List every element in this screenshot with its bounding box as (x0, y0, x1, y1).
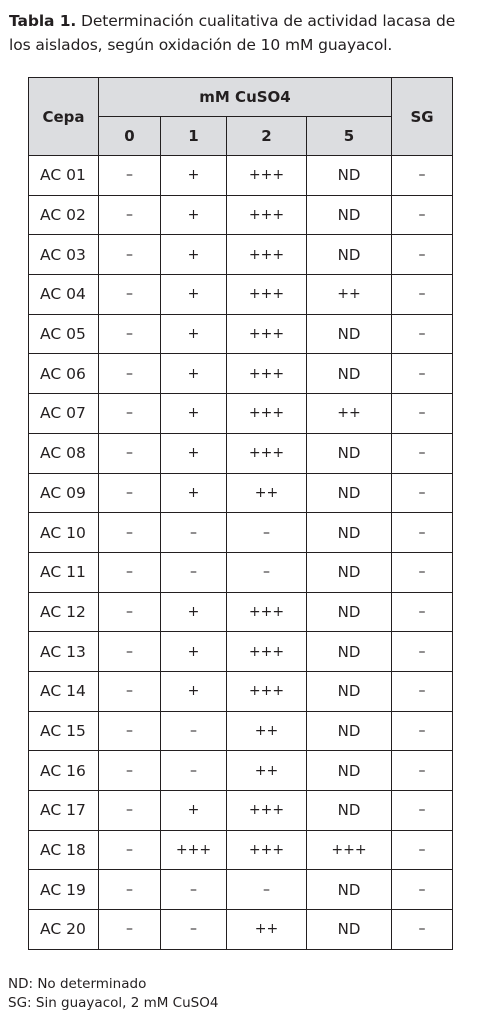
cuso4-5-cell: ND (307, 195, 392, 235)
cuso4-2-cell: +++ (227, 791, 307, 831)
cuso4-5-cell: ND (307, 791, 392, 831)
cuso4-0-cell: – (99, 791, 161, 831)
cuso4-1-cell: + (161, 592, 227, 632)
cuso4-5-cell: ND (307, 910, 392, 950)
table-row (29, 314, 453, 354)
cepa-cell: AC 05 (29, 314, 99, 354)
table-row (29, 870, 453, 910)
cuso4-1-cell: + (161, 314, 227, 354)
sg-cell: – (392, 235, 453, 275)
cepa-cell: AC 15 (29, 711, 99, 751)
cuso4-2-cell: +++ (227, 314, 307, 354)
cuso4-2-cell: +++ (227, 195, 307, 235)
cuso4-0-cell: – (99, 394, 161, 434)
cuso4-0-cell: – (99, 671, 161, 711)
cuso4-5-cell: ND (307, 354, 392, 394)
cepa-cell: AC 08 (29, 433, 99, 473)
sg-cell: – (392, 830, 453, 870)
header-row-group (29, 78, 453, 117)
cuso4-5-cell: ND (307, 870, 392, 910)
sg-cell: – (392, 592, 453, 632)
cuso4-2-cell: +++ (227, 830, 307, 870)
sg-cell: – (392, 791, 453, 831)
cuso4-5-cell: ND (307, 711, 392, 751)
cepa-cell: AC 12 (29, 592, 99, 632)
cuso4-0-cell: – (99, 235, 161, 275)
cepa-cell: AC 16 (29, 751, 99, 791)
cuso4-5-cell: ND (307, 156, 392, 196)
cepa-cell: AC 13 (29, 632, 99, 672)
cuso4-1-cell: + (161, 156, 227, 196)
table-row (29, 711, 453, 751)
cuso4-2-cell: +++ (227, 275, 307, 315)
cuso4-5-cell: ND (307, 235, 392, 275)
cuso4-2-cell: +++ (227, 156, 307, 196)
cuso4-2-cell: – (227, 513, 307, 553)
header-cuso4-group: mM CuSO4 (99, 78, 392, 117)
cepa-cell: AC 02 (29, 195, 99, 235)
cuso4-5-cell: ++ (307, 275, 392, 315)
cepa-cell: AC 07 (29, 394, 99, 434)
cuso4-1-cell: + (161, 632, 227, 672)
cuso4-2-cell: ++ (227, 910, 307, 950)
cuso4-5-cell: ND (307, 751, 392, 791)
table-row (29, 473, 453, 513)
table-row (29, 354, 453, 394)
footnote-nd: ND: No determinado (8, 976, 147, 992)
sg-cell: – (392, 711, 453, 751)
sg-cell: – (392, 433, 453, 473)
cuso4-5-cell: +++ (307, 830, 392, 870)
cepa-cell: AC 14 (29, 671, 99, 711)
header-cepa: Cepa (29, 78, 99, 156)
sg-cell: – (392, 671, 453, 711)
cuso4-2-cell: +++ (227, 671, 307, 711)
table-body (29, 156, 453, 950)
cuso4-0-cell: – (99, 195, 161, 235)
cuso4-5-cell: ++ (307, 394, 392, 434)
cuso4-1-cell: – (161, 711, 227, 751)
cuso4-0-cell: – (99, 314, 161, 354)
sg-cell: – (392, 394, 453, 434)
cuso4-0-cell: – (99, 870, 161, 910)
cuso4-1-cell: – (161, 870, 227, 910)
cuso4-2-cell: ++ (227, 473, 307, 513)
table-row (29, 195, 453, 235)
cepa-cell: AC 03 (29, 235, 99, 275)
cuso4-5-cell: ND (307, 473, 392, 513)
cuso4-0-cell: – (99, 513, 161, 553)
table-row (29, 751, 453, 791)
sg-cell: – (392, 552, 453, 592)
sg-cell: – (392, 632, 453, 672)
cuso4-2-cell: – (227, 552, 307, 592)
cuso4-1-cell: – (161, 552, 227, 592)
sg-cell: – (392, 473, 453, 513)
cuso4-1-cell: + (161, 195, 227, 235)
cuso4-0-cell: – (99, 275, 161, 315)
cuso4-0-cell: – (99, 354, 161, 394)
cuso4-5-cell: ND (307, 592, 392, 632)
header-sg: SG (392, 78, 453, 156)
sg-cell: – (392, 910, 453, 950)
cepa-cell: AC 19 (29, 870, 99, 910)
cuso4-0-cell: – (99, 433, 161, 473)
cuso4-5-cell: ND (307, 314, 392, 354)
cuso4-0-cell: – (99, 751, 161, 791)
cuso4-2-cell: +++ (227, 354, 307, 394)
cuso4-2-cell: +++ (227, 235, 307, 275)
sg-cell: – (392, 751, 453, 791)
cuso4-1-cell: + (161, 433, 227, 473)
cuso4-1-cell: +++ (161, 830, 227, 870)
sg-cell: – (392, 156, 453, 196)
cuso4-5-cell: ND (307, 513, 392, 553)
sg-cell: – (392, 513, 453, 553)
table-row (29, 910, 453, 950)
caption-text: Determinación cualitativa de actividad lacasa de los aislados, según oxidación de 10 mM guayacol. (9, 12, 456, 54)
cuso4-1-cell: + (161, 791, 227, 831)
sg-cell: – (392, 870, 453, 910)
cepa-cell: AC 04 (29, 275, 99, 315)
cuso4-5-cell: ND (307, 433, 392, 473)
results-table (28, 77, 453, 950)
cuso4-1-cell: + (161, 394, 227, 434)
table-row (29, 275, 453, 315)
cuso4-0-cell: – (99, 552, 161, 592)
footnote-sg: SG: Sin guayacol, 2 mM CuSO4 (8, 995, 219, 1011)
cepa-cell: AC 20 (29, 910, 99, 950)
cuso4-0-cell: – (99, 910, 161, 950)
cuso4-0-cell: – (99, 473, 161, 513)
cuso4-2-cell: +++ (227, 394, 307, 434)
cuso4-1-cell: + (161, 473, 227, 513)
table-row (29, 433, 453, 473)
cuso4-2-cell: +++ (227, 632, 307, 672)
cuso4-0-cell: – (99, 156, 161, 196)
sg-cell: – (392, 314, 453, 354)
cuso4-2-cell: ++ (227, 751, 307, 791)
cuso4-2-cell: ++ (227, 711, 307, 751)
cuso4-1-cell: + (161, 354, 227, 394)
cuso4-0-cell: – (99, 830, 161, 870)
table-row (29, 156, 453, 196)
sg-cell: – (392, 275, 453, 315)
header-conc-2: 2 (227, 117, 307, 156)
cuso4-2-cell: +++ (227, 433, 307, 473)
header-conc-0: 0 (99, 117, 161, 156)
cuso4-1-cell: + (161, 275, 227, 315)
table-row (29, 791, 453, 831)
cepa-cell: AC 18 (29, 830, 99, 870)
cuso4-2-cell: – (227, 870, 307, 910)
cuso4-0-cell: – (99, 711, 161, 751)
cuso4-1-cell: – (161, 751, 227, 791)
table-row (29, 632, 453, 672)
cuso4-5-cell: ND (307, 671, 392, 711)
cuso4-1-cell: + (161, 235, 227, 275)
header-conc-1: 1 (161, 117, 227, 156)
cepa-cell: AC 11 (29, 552, 99, 592)
cuso4-0-cell: – (99, 592, 161, 632)
table-row (29, 671, 453, 711)
table-row (29, 552, 453, 592)
cuso4-5-cell: ND (307, 632, 392, 672)
cepa-cell: AC 09 (29, 473, 99, 513)
table-row (29, 394, 453, 434)
cepa-cell: AC 01 (29, 156, 99, 196)
table-row (29, 592, 453, 632)
sg-cell: – (392, 354, 453, 394)
cuso4-2-cell: +++ (227, 592, 307, 632)
table-caption (9, 9, 479, 57)
table-row (29, 513, 453, 553)
header-conc-5: 5 (307, 117, 392, 156)
cepa-cell: AC 10 (29, 513, 99, 553)
cuso4-5-cell: ND (307, 552, 392, 592)
caption-label: Tabla 1. (9, 12, 77, 30)
cuso4-1-cell: + (161, 671, 227, 711)
cuso4-1-cell: – (161, 513, 227, 553)
cuso4-0-cell: – (99, 632, 161, 672)
table-row (29, 830, 453, 870)
cepa-cell: AC 17 (29, 791, 99, 831)
footnotes (8, 975, 218, 1013)
table-row (29, 235, 453, 275)
cuso4-1-cell: – (161, 910, 227, 950)
cepa-cell: AC 06 (29, 354, 99, 394)
sg-cell: – (392, 195, 453, 235)
